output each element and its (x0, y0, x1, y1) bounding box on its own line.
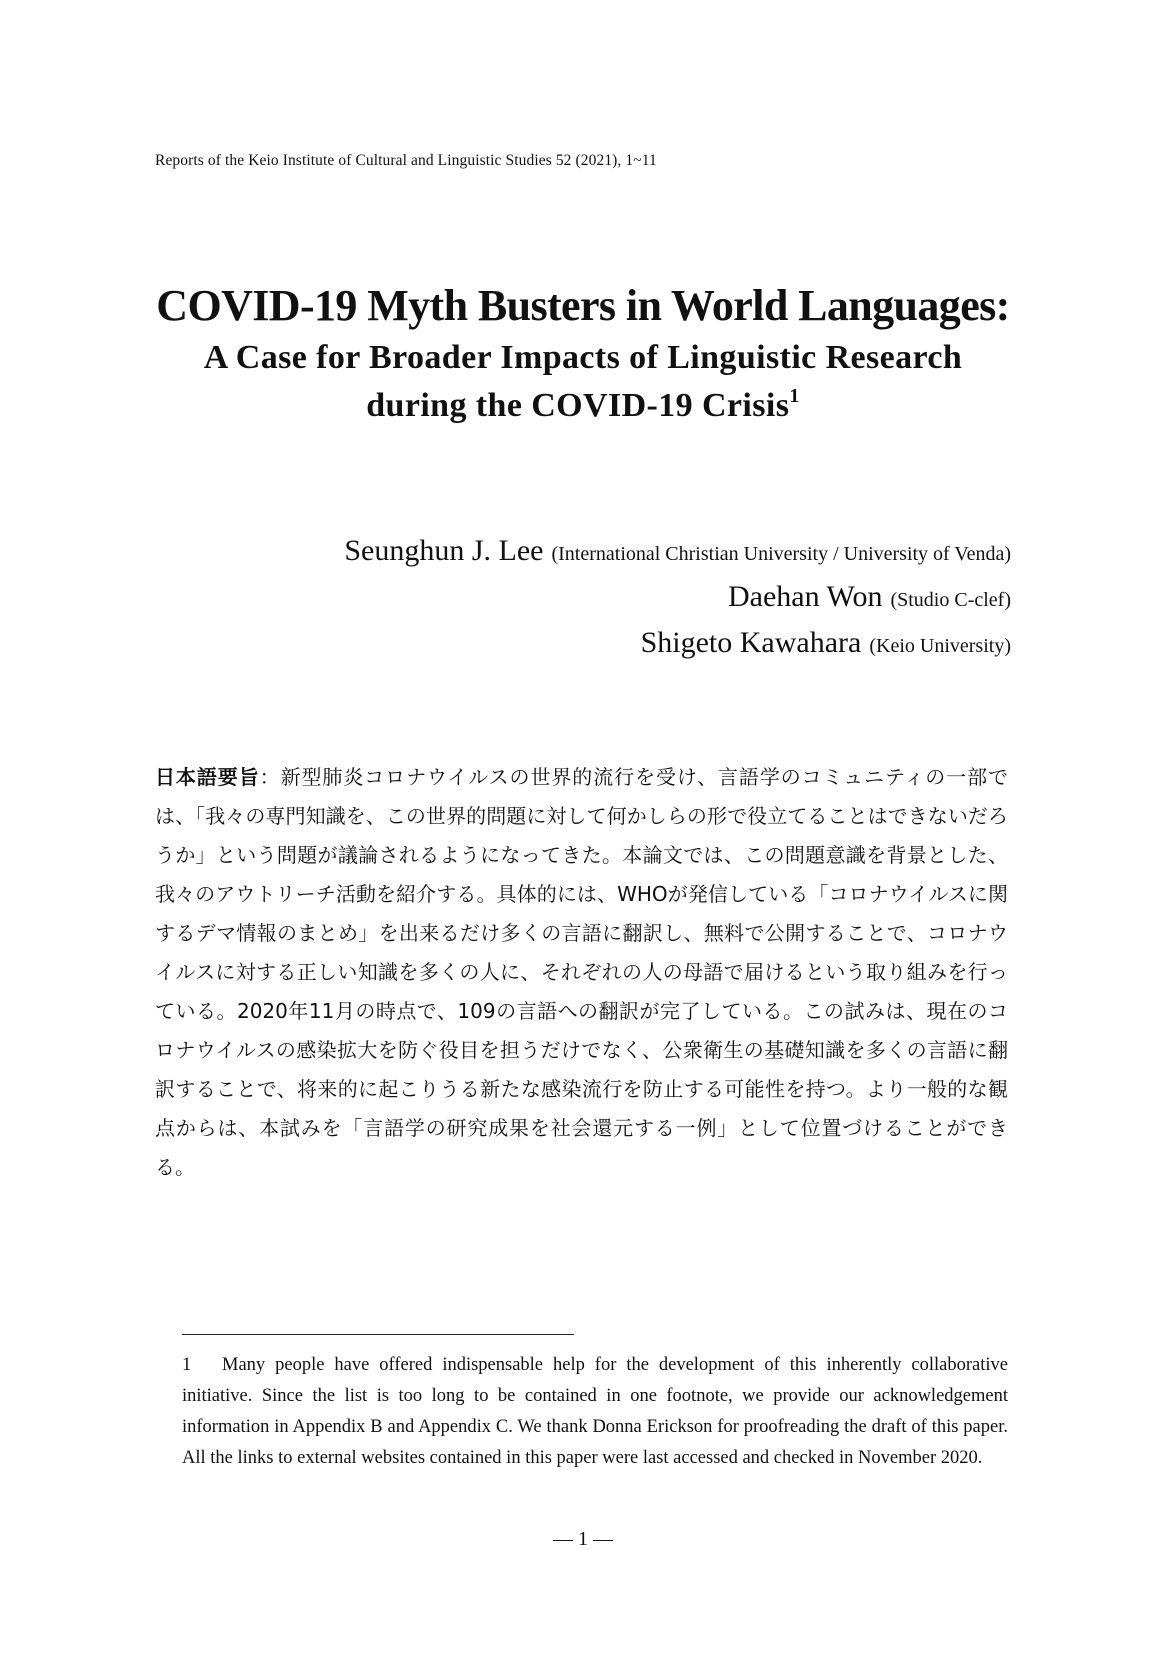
footnote-number: 1 (182, 1355, 192, 1375)
author-entry (344, 574, 1011, 620)
japanese-abstract (155, 758, 1008, 1187)
title-line-3-text: during the COVID-19 Crisis (366, 387, 790, 424)
paper-title (130, 278, 1036, 430)
abstract-label: 日本語要旨 (155, 765, 260, 789)
footnote-divider (182, 1334, 574, 1335)
author-affiliation: (Keio University) (869, 635, 1011, 657)
abstract-text: 新型肺炎コロナウイルスの世界的流行を受け、言語学のコミュニティの一部では、「我々の専門知識を、この世界的問題に対して何かしらの形で役立てることはできないだろうか」という問題が議論されるようになってきた。本論文では、この問題意識を背景とした、我々のアウトリーチ活動を紹介する。具体的には、WHOが発信している「コロナウイルスに関するデマ情報のまとめ」を出来るだけ多くの言語に翻訳し、無料で公開することで、コロナウイルスに対する正しい知識を多くの人に、それぞれの人の母語で届けるという取り組みを行っている。2020年11月の時点で、109の言語への翻訳が完了している。この試みは、現在のコロナウイルスの感染拡大を防ぐ役目を担うだけでなく、公衆衛生の基礎知識を多くの言語に翻訳することで、将来的に起こりうる新たな感染流行を防止する可能性を持つ。より一般的な観点からは、本試みを「言語学の研究成果を社会還元する一例」として位置づけることができる。 (155, 765, 1009, 1179)
author-affiliation: (International Christian University / University of Venda) (551, 543, 1011, 565)
title-line-3 (130, 382, 1036, 430)
footnote (182, 1350, 1008, 1474)
title-footnote-marker[interactable]: 1 (789, 385, 800, 407)
author-name: Shigeto Kawahara (640, 626, 862, 659)
author-name: Seunghun J. Lee (344, 534, 544, 567)
footnote-text: Many people have offered indispensable help for the development of this inherently collaborative initiative. Since the list is too long to be contained in one footnote, we provide our acknowledgement information in Appendix B and Appendix C. We thank Donna Erickson for proofreading the draft of this paper. All the links to external websites contained in this paper were last accessed and checked in November 2020. (182, 1355, 1008, 1468)
title-line-2: A Case for Broader Impacts of Linguistic Research (203, 339, 963, 376)
running-header: Reports of the Keio Institute of Cultural and Linguistic Studies 52 (2021), 1~11 (155, 152, 657, 169)
author-entry (344, 620, 1011, 666)
abstract-separator: ： (259, 765, 281, 789)
author-list (344, 528, 1011, 666)
author-affiliation: (Studio C-clef) (890, 589, 1011, 611)
page-number: — 1 — (553, 1528, 613, 1550)
author-name: Daehan Won (727, 580, 883, 613)
title-line-1: COVID-19 Myth Busters in World Languages: (156, 281, 1010, 330)
author-entry (344, 528, 1011, 574)
